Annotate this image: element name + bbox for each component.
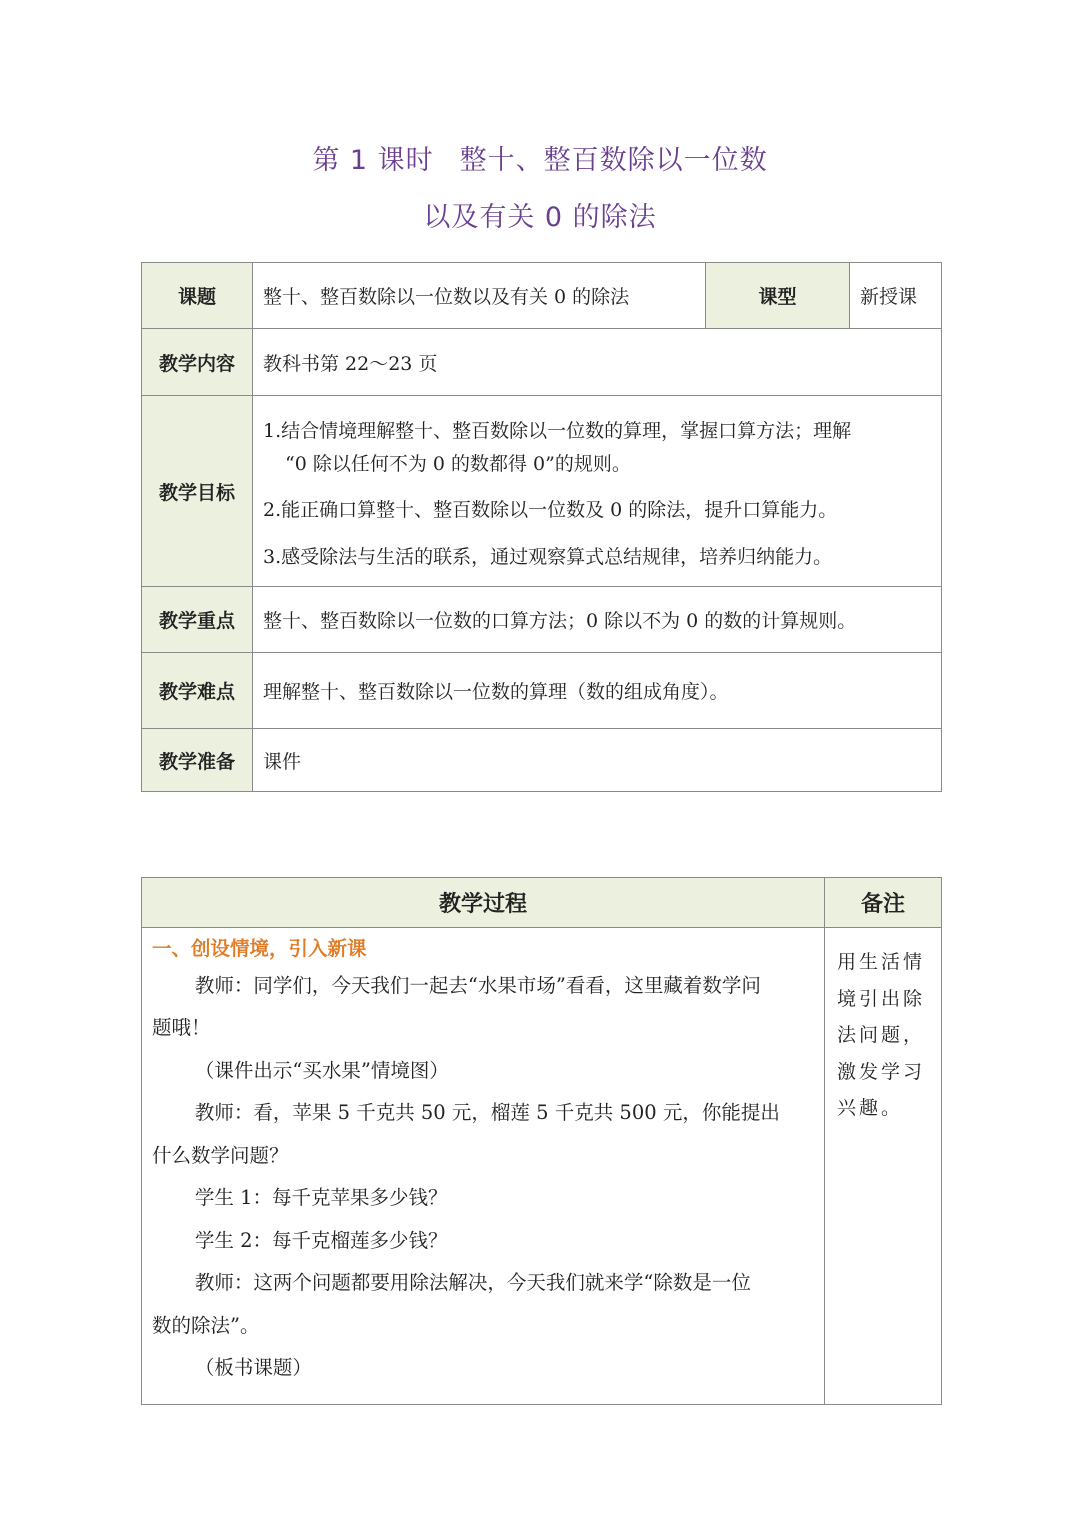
content-value: 教科书第 22～23 页 <box>253 329 942 396</box>
process-header: 教学过程 <box>142 878 825 928</box>
topic-value: 整十、整百数除以一位数以及有关 0 的除法 <box>253 263 706 329</box>
lesson-number: 第 1 课时 <box>312 145 434 176</box>
lesson-info-table <box>141 262 942 792</box>
process-paragraph: （板书课题） <box>194 1356 312 1379</box>
topic-row <box>142 263 942 329</box>
difficulty-row <box>142 653 942 729</box>
goal-item: 3.感受除法与生活的联系，通过观察算式总结规律，培养归纳能力。 <box>263 545 833 568</box>
goal-item: 1.结合情境理解整十、整百数除以一位数的算理，掌握口算方法；理解 <box>263 419 852 442</box>
note-line: 法问题， <box>837 1024 926 1046</box>
type-value: 新授课 <box>850 263 942 329</box>
process-paragraph: 什么数学问题？ <box>152 1143 289 1167</box>
lesson-title-line2: 以及有关 0 的除法 <box>423 202 657 233</box>
section-title: 一、创设情境，引入新课 <box>152 937 367 960</box>
process-paragraph: 教师：看，苹果 5 千克共 50 元，榴莲 5 千克共 500 元，你能提出 <box>194 1101 780 1124</box>
process-header-row <box>142 878 942 928</box>
content-label: 教学内容 <box>142 329 253 396</box>
prep-value: 课件 <box>253 729 942 792</box>
process-paragraph: 学生 2：每千克榴莲多少钱？ <box>194 1228 448 1252</box>
process-paragraph: 数的除法”。 <box>152 1313 260 1337</box>
lesson-title-line1 <box>0 138 1080 177</box>
process-paragraph: 学生 1：每千克苹果多少钱？ <box>194 1186 448 1209</box>
process-paragraph: 题哦！ <box>152 1016 211 1039</box>
note-line: 激发学习 <box>837 1060 926 1083</box>
process-body-row <box>142 928 942 1405</box>
process-paragraph: 教师：同学们，今天我们一起去“水果市场”看看，这里藏着数学问 <box>194 973 761 997</box>
goals-list <box>253 396 942 587</box>
process-paragraph: （课件出示“买水果”情境图） <box>194 1058 449 1082</box>
goals-label: 教学目标 <box>142 396 253 587</box>
note-line: 用生活情 <box>837 951 926 973</box>
key-point-label: 教学重点 <box>142 587 253 653</box>
teaching-process-table <box>141 877 942 1405</box>
type-label: 课型 <box>706 263 850 329</box>
process-paragraph: 教师：这两个问题都要用除法解决，今天我们就来学“除数是一位 <box>194 1271 751 1294</box>
difficulty-label: 教学难点 <box>142 653 253 729</box>
goal-item-continuation: “0 除以任何不为 0 的数都得 0”的规则。 <box>285 452 631 475</box>
process-body <box>142 928 825 1405</box>
key-point-row <box>142 587 942 653</box>
topic-label: 课题 <box>142 263 253 329</box>
key-point-value: 整十、整百数除以一位数的口算方法；0 除以不为 0 的数的计算规则。 <box>253 587 942 653</box>
content-row <box>142 329 942 396</box>
lesson-topic: 整十、整百数除以一位数 <box>459 145 768 176</box>
difficulty-value: 理解整十、整百数除以一位数的算理（数的组成角度）。 <box>253 653 942 729</box>
notes-body <box>825 928 942 1405</box>
note-line: 兴趣。 <box>837 1097 904 1119</box>
goals-row <box>142 396 942 587</box>
prep-row <box>142 729 942 792</box>
goal-item: 2.能正确口算整十、整百数除以一位数及 0 的除法，提升口算能力。 <box>263 498 838 521</box>
notes-header: 备注 <box>825 878 942 928</box>
note-line: 境引出除 <box>837 987 926 1010</box>
prep-label: 教学准备 <box>142 729 253 792</box>
